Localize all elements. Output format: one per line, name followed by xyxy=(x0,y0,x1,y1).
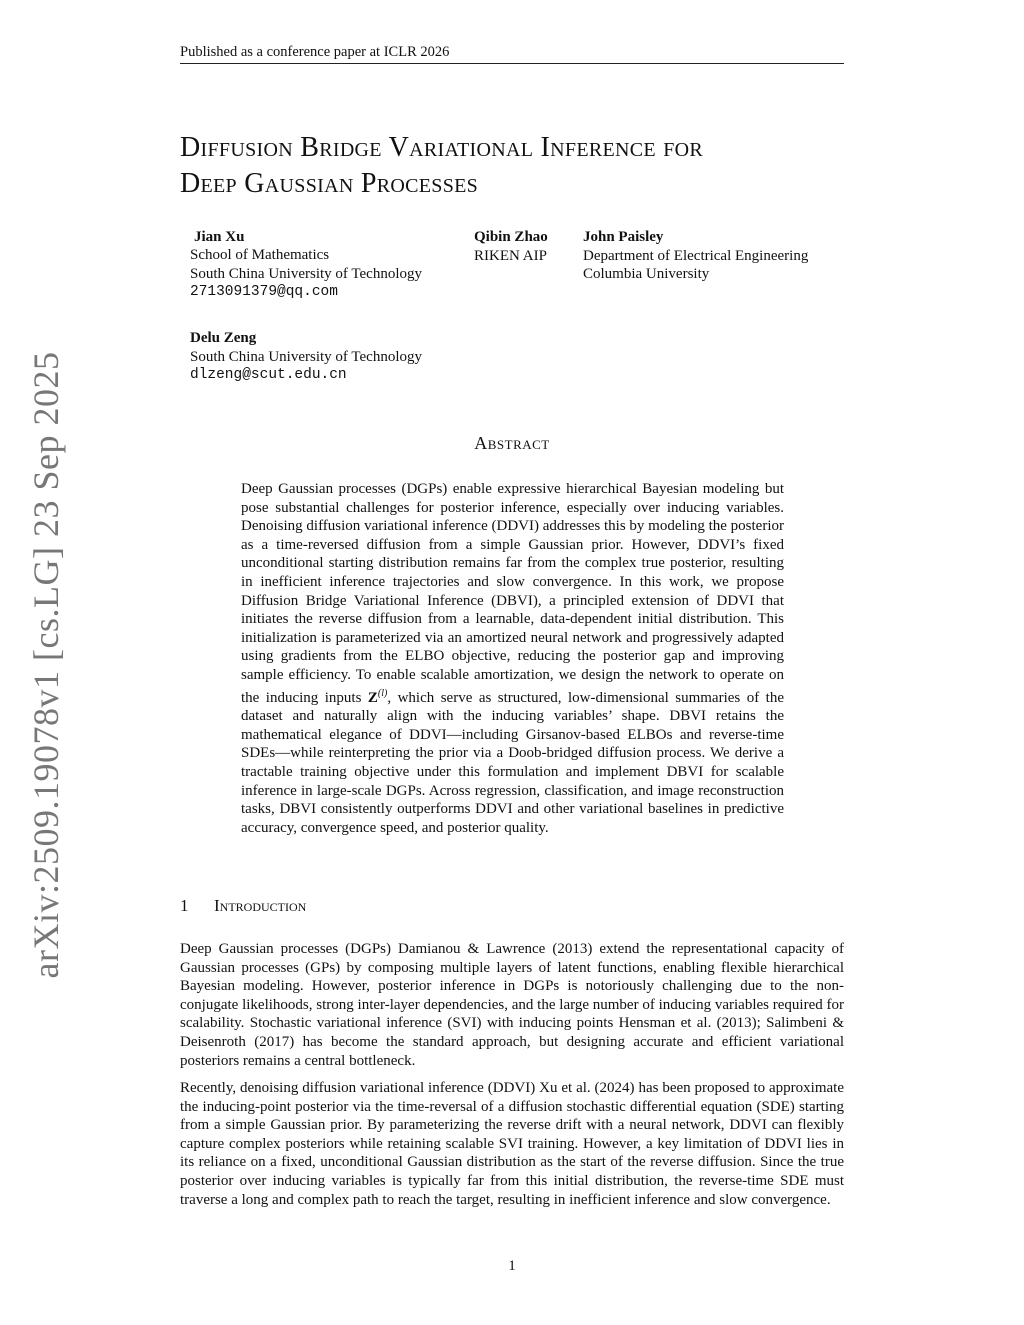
section-heading xyxy=(180,896,306,916)
math-superscript: (l) xyxy=(377,687,388,699)
title-line-2: Deep Gaussian Processes xyxy=(180,168,479,199)
page-number: 1 xyxy=(508,1258,516,1274)
author-email[interactable]: dlzeng@scut.edu.cn xyxy=(190,367,347,383)
author-name: Jian Xu xyxy=(194,229,245,245)
author-affiliation: Department of Electrical Engineering xyxy=(583,247,809,264)
author-block-3 xyxy=(583,228,808,284)
intro-paragraph-2 xyxy=(180,1079,844,1209)
running-header: Published as a conference paper at ICLR 2026 xyxy=(180,44,844,64)
section-number: 1 xyxy=(180,896,189,915)
author-block-2 xyxy=(474,228,548,265)
author-affiliation: South China University of Technology xyxy=(190,265,422,282)
author-name: Delu Zeng xyxy=(190,330,257,346)
abstract-text-part-1: Deep Gaussian processes (DGPs) enable expressive hierarchical Bayesian modeling but pose substantial challenges for posterior inference, especially over inducing variables. Denoising diffusion variational inference (DDVI) addresses this by modeling the posterior as a time-reversed diffusion from a simple Gaussian prior. However, DDVI’s fixed unconditional starting distribution remains far from the complex true posterior, resulting in inefficient inference trajectories and slow convergence. In this work, we propose Diffusion Bridge Variational Inference (DBVI), a principled extension of DDVI that initiates the reverse diffusion from a learnable, data-dependent initial distribution. This initialization is parameterized via an amortized neural network and progressively adapted using gradients from the ELBO objective, reducing the posterior gap and improving sample efficiency. To enable scalable amortization, we design the network to operate on the inducing inputs xyxy=(241,481,784,706)
author-affiliation: School of Mathematics xyxy=(190,247,330,263)
abstract-paragraph xyxy=(241,480,784,837)
paper-title xyxy=(180,130,860,202)
author-affiliation: Columbia University xyxy=(583,266,710,282)
author-email[interactable]: 2713091379@qq.com xyxy=(190,284,338,300)
author-name: Qibin Zhao xyxy=(474,229,548,245)
author-name: John Paisley xyxy=(583,229,664,245)
author-block-1 xyxy=(194,228,244,247)
paragraph-text: Deep Gaussian processes (DGPs) Damianou & Lawrence (2013) extend the representational capacity of Gaussian processes (GPs) by composing multiple layers of latent functions, enabling flexible hierarchical Bayesian modeling. However, posterior inference in DGPs is notoriously challenging due to the non-conjugate likelihoods, strong inter-layer dependencies, and the large number of inducing variables required for scalability. Stochastic variational inference (SVI) with inducing points Hensman et al. (2013); Salimbeni & Deisenroth (2017) has become the standard approach, but designing accurate and efficient variational posteriors remains a central bottleneck. xyxy=(180,941,844,1069)
abstract-body xyxy=(241,480,784,837)
section-title: Introduction xyxy=(214,896,307,915)
author-affiliation: South China University of Technology xyxy=(190,348,422,365)
title-line-1: Diffusion Bridge Variational Inference for xyxy=(180,132,703,163)
author-affiliation: RIKEN AIP xyxy=(474,247,547,264)
math-symbol: Z xyxy=(367,689,378,706)
intro-paragraph-1 xyxy=(180,940,844,1070)
paragraph-text: Recently, denoising diffusion variational inference (DDVI) Xu et al. (2024) has been proposed to approximate the inducing-point posterior via the time-reversal of a diffusion stochastic differential equation (SDE) starting from a simple Gaussian prior. By parameterizing the reverse drift with a neural network, DDVI can flexibly capture complex posteriors while retaining scalable SVI training. However, a key limitation of DDVI lies in its reliance on a fixed, unconditional Gaussian distribution as the start of the reverse diffusion. Since the true posterior over inducing variables is typically far from this initial distribution, the reverse-time SDE must traverse a long and complex path to reach the target, resulting in inefficient inference and slow convergence. xyxy=(180,1080,844,1208)
abstract-heading: Abstract xyxy=(474,433,550,453)
abstract-text-part-2: , which serve as structured, low-dimensional summaries of the dataset and naturally align with the inducing variables’ shape. DBVI retains the mathematical elegance of DDVI—including Girsanov-based ELBOs and reverse-time SDEs—while reinterpreting the prior via a Doob-bridged diffusion process. We derive a tractable training objective under this formulation and implement DBVI for scalable inference in large-scale DGPs. Across regression, classification, and image reconstruction tasks, DBVI consistently outperforms DDVI and other variational baselines in predictive accuracy, convergence speed, and posterior quality. xyxy=(241,689,784,836)
arxiv-stamp: arXiv:2509.19078v1 [cs.LG] 23 Sep 2025 xyxy=(26,351,66,979)
author-affiliation-block-1 xyxy=(190,246,422,302)
author-block-4 xyxy=(190,329,422,385)
